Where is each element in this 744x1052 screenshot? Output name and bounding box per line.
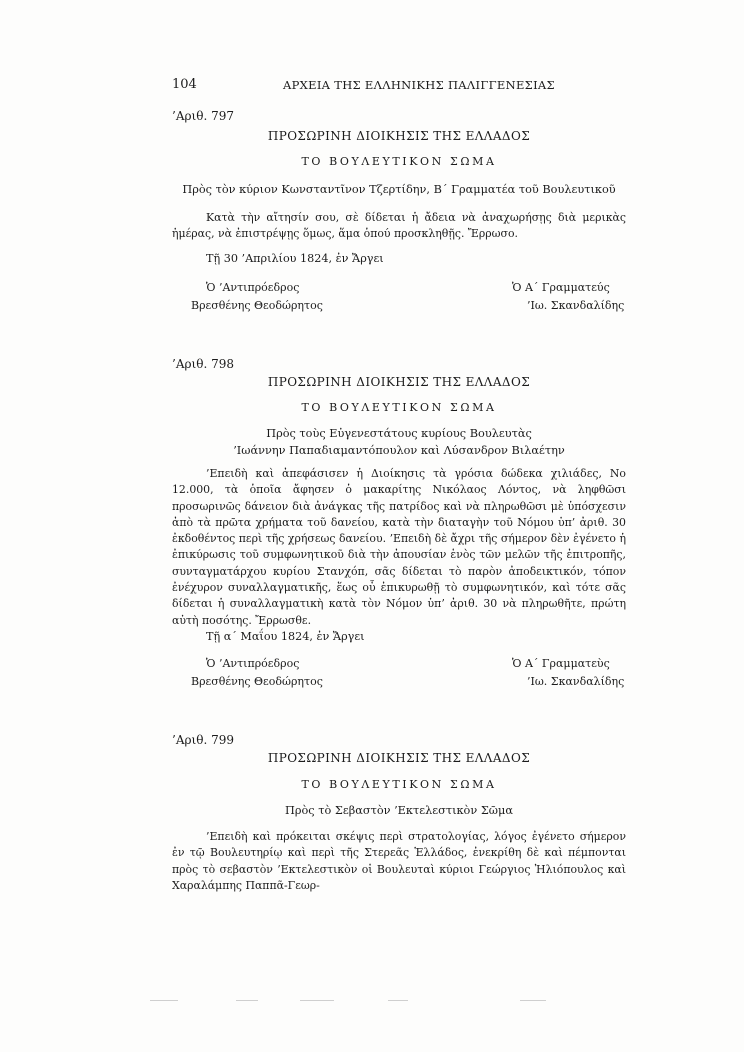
issuing-body: ΤΟ ΒΟΥΛΕΥΤΙΚΟΝ ΣΩΜΑ (301, 155, 497, 168)
addressee-line: Πρὸς τὸ Σεβαστὸν ’Εκτελεστικὸν Σῶμα (285, 804, 513, 817)
document-number: ’Αριθ. 799 (172, 733, 234, 747)
scan-speck (236, 1000, 258, 1001)
document-number: ’Αριθ. 797 (172, 109, 234, 123)
document-text: ’Επειδὴ καὶ ἀπεφάσισεν ἡ Διοίκησις τὰ γρόσια δώδεκα χιλιάδες, Νο 12.000, τὰ ὁποῖα ἄφησεν ὁ μακαρίτης Νικόλαος Λόντος, νὰ ληφθῶσι προσωρινῶς δάνειον διὰ ἀνάγκας τῆς πατρίδος καὶ νὰ πληρωθῶσι μὲ ὑπόσχεσιν ἀπὸ τὰ πρῶτα χρήματα τοῦ δανείου, κατὰ τὴν διαταγὴν τοῦ Νόμου ὑπ’ ἀριθ. 30 ἐκδοθέντος περὶ τῆς χρήσεως δανείου. ’Επειδὴ δὲ ἄχρι τῆς σήμερον δὲν ἐγένετο ἡ ἐπικύρωσις τοῦ συμφωνητικοῦ διὰ τὴν ἀπουσίαν ἑνὸς τῶν μελῶν τῆς ἐπιτροπῆς, συνταγματάρχου κυρίου Στανχόπ, σᾶς δίδεται τὸ παρὸν ἀποδεικτικόν, τόπον ἐνέχυρον συναλλαγματικῆς, ἕως οὗ ἐπικυρωθῇ τὸ συμφωνητικόν, καὶ τότε σᾶς δίδεται ἡ συναλλαγματικὴ κατὰ τὸν Νόμον ὑπ’ ἀριθ. 30 νὰ πληρωθῆτε, πρώτη αὐτὴ ποσότης. Ἔρρωσθε. (172, 467, 626, 627)
left-signatory-name: Βρεσθένης Θεοδώρητος (191, 675, 323, 688)
addressee-line: Πρὸς τὸν κύριον Κωνσταντῖνον Τζερτίδην, Β΄ Γραμματέα τοῦ Βουλευτικοῦ (182, 183, 616, 196)
right-signatory-title: Ὁ Α΄ Γραμματεύς (512, 281, 610, 294)
document-date: Τῇ α΄ Μαΐου 1824, ἐν Ἄργει (206, 630, 365, 643)
scan-speck (388, 1000, 408, 1001)
right-signatory-name: ’Ιω. Σκανδαλίδης (527, 675, 625, 688)
right-signatory-name: ’Ιω. Σκανδαλίδης (527, 299, 625, 312)
issuing-body: ΤΟ ΒΟΥΛΕΥΤΙΚΟΝ ΣΩΜΑ (301, 401, 497, 414)
addressee-line: ’Ιωάννην Παπαδιαμαντόπουλον καὶ Λύσανδρον Βιλαέτην (233, 444, 565, 457)
scan-artifact-strip (0, 1000, 744, 1004)
document-number: ’Αριθ. 798 (172, 357, 234, 371)
running-head: ΑΡΧΕΙΑ ΤΗΣ ΕΛΛΗΝΙΚΗΣ ΠΑΛΙΓΓΕΝΕΣΙΑΣ (283, 78, 555, 92)
scan-speck (150, 1000, 178, 1001)
issuing-authority: ΠΡΟΣΩΡΙΝΗ ΔΙΟΙΚΗΣΙΣ ΤΗΣ ΕΛΛΑΔΟΣ (267, 129, 531, 143)
document-text: Κατὰ τὴν αἴτησίν σου, σὲ δίδεται ἡ ἄδεια νὰ ἀναχωρήσῃς διὰ μερικὰς ἡμέρας, νὰ ἐπιστρέψῃς ὅμως, ἅμα ὁπού προσκληθῇς. Ἔρρωσο. (172, 211, 626, 241)
issuing-authority: ΠΡΟΣΩΡΙΝΗ ΔΙΟΙΚΗΣΙΣ ΤΗΣ ΕΛΛΑΔΟΣ (267, 375, 531, 389)
left-signatory-title: Ὁ ’Αντιπρόεδρος (206, 281, 300, 294)
document-date: Τῇ 30 ’Απριλίου 1824, ἐν Ἄργει (206, 252, 384, 265)
document-text: ’Επειδὴ καὶ πρόκειται σκέψις περὶ στρατολογίας, λόγος ἐγένετο σήμερον ἐν τῷ Βουλευτηρίῳ καὶ περὶ τῆς Στερεᾶς Ἑλλάδος, ἐνεκρίθη δὲ καὶ πέμπονται πρὸς τὸ σεβαστὸν ’Εκτελεστικὸν οἱ Βουλευταὶ κύριοι Γεώργιος Ἡλιόπουλος καὶ Χαραλάμπης Παππᾶ-Γεωρ- (172, 830, 626, 892)
scan-speck (520, 1000, 546, 1001)
scan-speck (300, 1000, 334, 1001)
left-signatory-title: Ὁ ’Αντιπρόεδρος (206, 657, 300, 670)
right-signatory-title: Ὁ Α΄ Γραμματεὺς (512, 657, 610, 670)
issuing-body: ΤΟ ΒΟΥΛΕΥΤΙΚΟΝ ΣΩΜΑ (301, 778, 497, 791)
page-number: 104 (172, 77, 197, 92)
left-signatory-name: Βρεσθένης Θεοδώρητος (191, 299, 323, 312)
issuing-authority: ΠΡΟΣΩΡΙΝΗ ΔΙΟΙΚΗΣΙΣ ΤΗΣ ΕΛΛΑΔΟΣ (267, 751, 531, 765)
addressee-line: Πρὸς τοὺς Εὐγενεστάτους κυρίους Βουλευτὰς (266, 427, 532, 440)
